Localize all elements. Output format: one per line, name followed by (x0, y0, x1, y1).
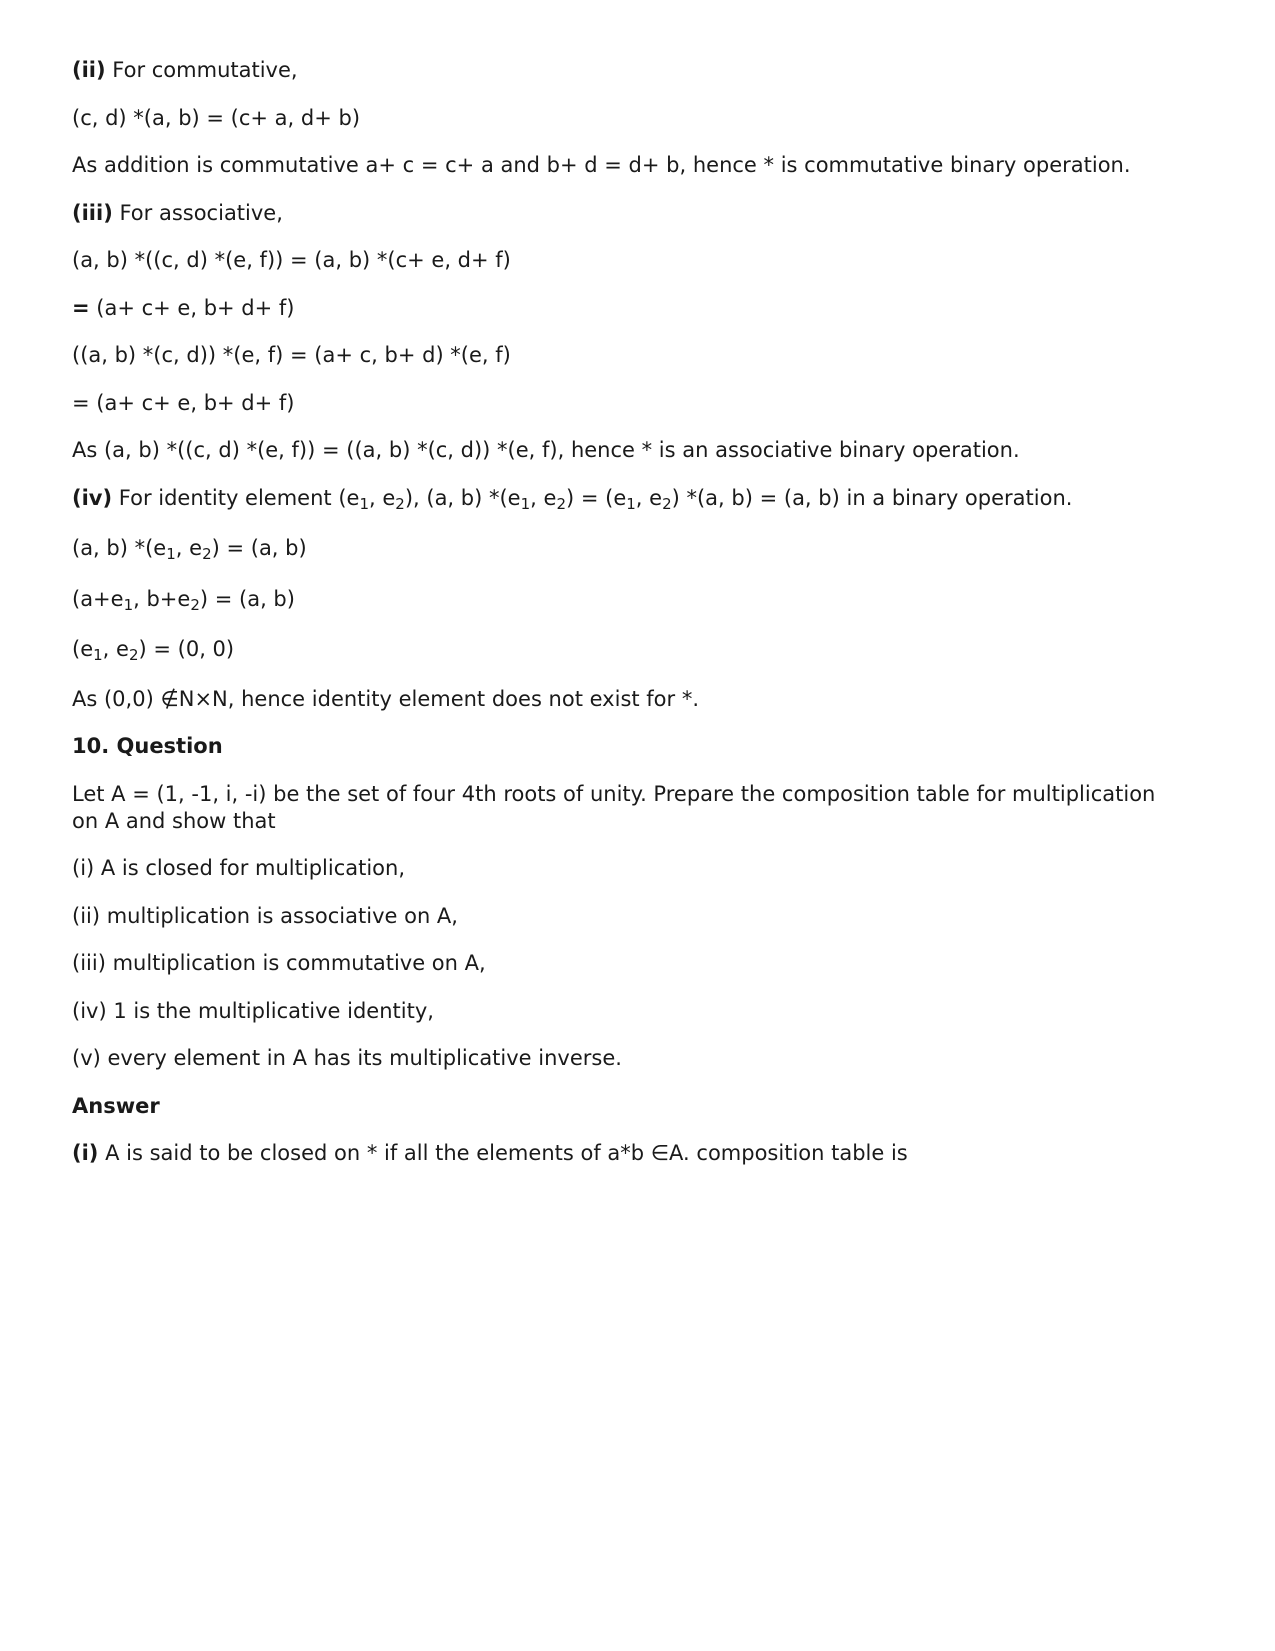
equation-line (72, 636, 234, 663)
subscript: 2 (190, 596, 200, 614)
subscript: 1 (93, 646, 103, 664)
part-label: (iii) (72, 201, 113, 225)
text-line: As (0,0) ∉N×N, hence identity element does not exist for *. (72, 687, 700, 711)
answer-text: A is said to be closed on * if all the elements of a*b ∈A. composition table is (98, 1141, 908, 1165)
text-segment: , e (635, 486, 663, 510)
part-text: For commutative, (105, 58, 298, 82)
text-line: As (a, b) *((c, d) *(e, f)) = ((a, b) *(c, d)) *(e, f), hence * is an associative binary operation. (72, 438, 1020, 462)
subscript: 2 (662, 495, 672, 513)
text-segment: ), (a, b) *(e (404, 486, 521, 510)
text-segment: , e (175, 536, 203, 560)
text-segment: (e (72, 637, 94, 661)
equation-line (72, 586, 295, 613)
part-iv-heading (72, 485, 1072, 512)
text-segment: , b+e (133, 587, 191, 611)
part-iii-heading (72, 200, 283, 227)
question-item: (v) every element in A has its multiplicative inverse. (72, 1046, 622, 1070)
equation-line: (c, d) *(a, b) = (c+ a, d+ b) (72, 106, 361, 130)
subscript: 2 (202, 545, 212, 563)
question-item: (i) A is closed for multiplication, (72, 856, 406, 880)
text-segment: ) = (0, 0) (138, 637, 235, 661)
question-item: (iv) 1 is the multiplicative identity, (72, 999, 434, 1023)
subscript: 2 (556, 495, 566, 513)
subscript: 1 (520, 495, 531, 513)
text-segment: , e (369, 486, 396, 510)
subscript: 1 (166, 545, 176, 563)
equation-line: ((a, b) *(c, d)) *(e, f) = (a+ c, b+ d) *(e, f) (72, 343, 511, 367)
question-item: (ii) multiplication is associative on A, (72, 904, 458, 928)
text-line: As addition is commutative a+ c = c+ a and b+ d = d+ b, hence * is commutative binary operation. (72, 153, 1131, 177)
part-label: (ii) (72, 58, 106, 82)
equals-sign: = (72, 296, 90, 320)
text-segment: , e (530, 486, 557, 510)
subscript: 1 (359, 495, 369, 513)
text-segment: ) = (e (565, 486, 627, 510)
part-label: (iv) (72, 486, 113, 510)
question-heading: 10. Question (72, 734, 223, 758)
equation-line: = (a+ c+ e, b+ d+ f) (72, 391, 295, 415)
subscript: 1 (123, 596, 134, 614)
part-label: (i) (72, 1141, 99, 1165)
text-segment: ) = (a, b) (199, 587, 295, 611)
subscript: 2 (395, 495, 405, 513)
text-segment: For identity element (e (112, 486, 360, 510)
text-segment: , e (102, 637, 129, 661)
text-segment: (a+e (72, 587, 124, 611)
equation-line (72, 295, 295, 322)
part-text: For associative, (112, 201, 283, 225)
equation-line (72, 535, 307, 562)
text-segment: (a, b) *(e (72, 536, 167, 560)
equation-text: (a+ c+ e, b+ d+ f) (89, 296, 295, 320)
answer-heading: Answer (72, 1094, 160, 1118)
question-text: Let A = (1, -1, i, -i) be the set of four 4th roots of unity. Prepare the composition table for multiplication on A and show that (72, 782, 1156, 833)
answer-part-i (72, 1140, 908, 1167)
subscript: 2 (128, 646, 139, 664)
question-item: (iii) multiplication is commutative on A, (72, 951, 486, 975)
text-segment: ) *(a, b) = (a, b) in a binary operation. (671, 486, 1073, 510)
equation-line: (a, b) *((c, d) *(e, f)) = (a, b) *(c+ e, d+ f) (72, 248, 511, 272)
text-segment: ) = (a, b) (211, 536, 307, 560)
subscript: 1 (626, 495, 636, 513)
part-ii-heading (72, 57, 298, 84)
